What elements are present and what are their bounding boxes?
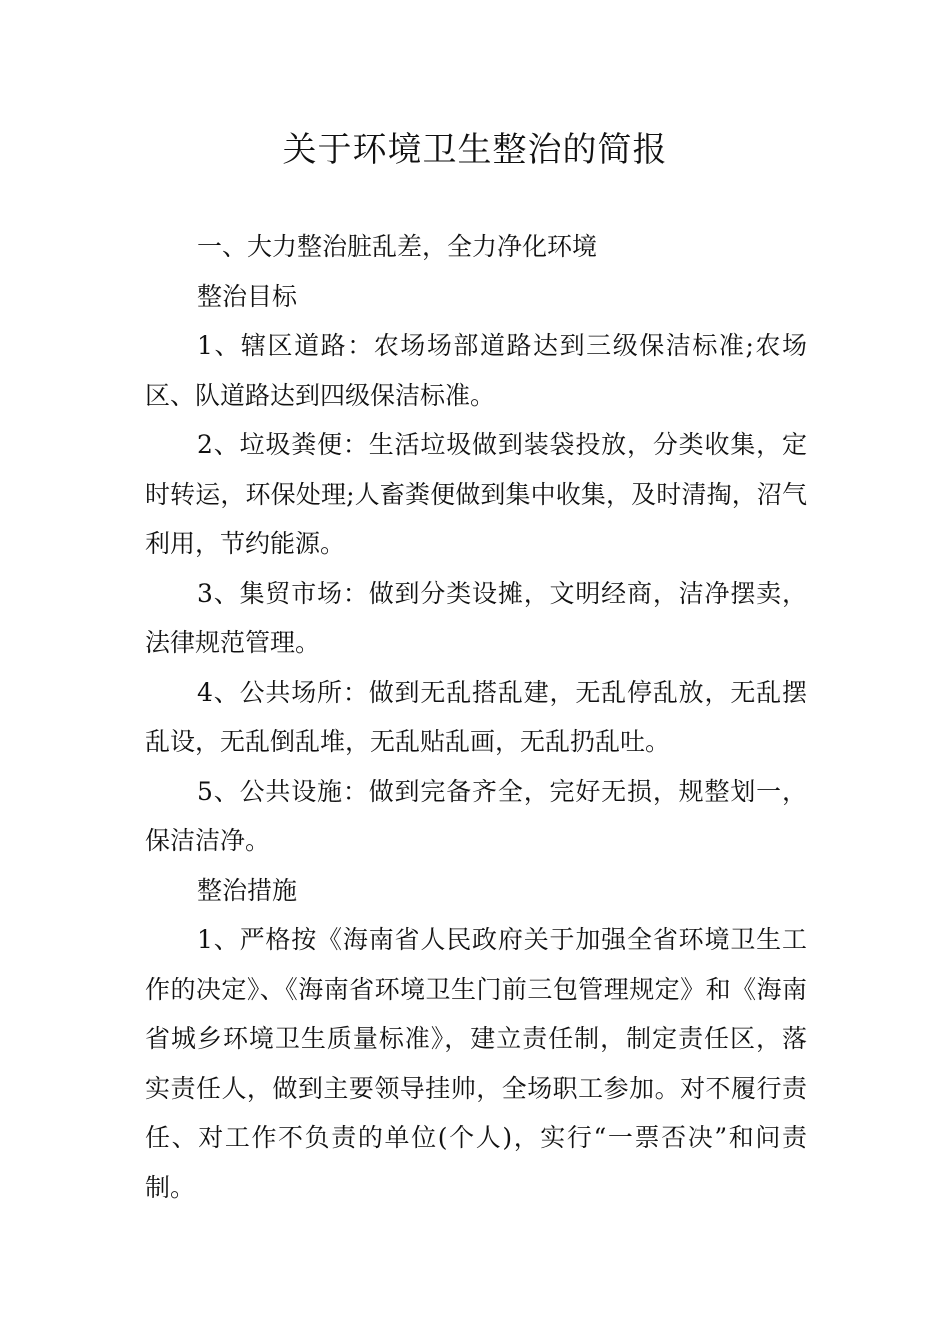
goal-item-roads: 1、辖区道路：农场场部道路达到三级保洁标准;农场区、队道路达到四级保洁标准。 bbox=[145, 331, 807, 410]
document-body bbox=[145, 222, 807, 1212]
subheading-goals: 整治目标 bbox=[197, 281, 298, 311]
subheading-measures: 整治措施 bbox=[197, 875, 298, 905]
goal-item-market: 3、集贸市场：做到分类设摊，文明经商，洁净摆卖，法律规范管理。 bbox=[145, 578, 807, 657]
goal-item-waste: 2、垃圾粪便：生活垃圾做到装袋投放，分类收集，定时转运，环保处理;人畜粪便做到集中收集，及时清掏，沼气利用，节约能源。 bbox=[145, 430, 807, 558]
document-title: 关于环境卫生整治的简报 bbox=[282, 130, 668, 170]
section-heading: 一、大力整治脏乱差，全力净化环境 bbox=[197, 232, 598, 261]
goal-item-public-places: 4、公共场所：做到无乱搭乱建，无乱停乱放，无乱摆乱设，无乱倒乱堆，无乱贴乱画，无乱扔乱吐。 bbox=[145, 677, 807, 756]
measure-item-1: 1、严格按《海南省人民政府关于加强全省环境卫生工作的决定》、《海南省环境卫生门前三包管理规定》和《海南省城乡环境卫生质量标准》，建立责任制，制定责任区，落实责任人，做到主要领导挂帅，全场职工参加。对不履行责任、对工作不负责的单位(个人)，实行“一票否决”和问责制。 bbox=[145, 925, 807, 1202]
goal-item-public-facilities: 5、公共设施：做到完备齐全，完好无损，规整划一，保洁洁净。 bbox=[145, 776, 807, 855]
